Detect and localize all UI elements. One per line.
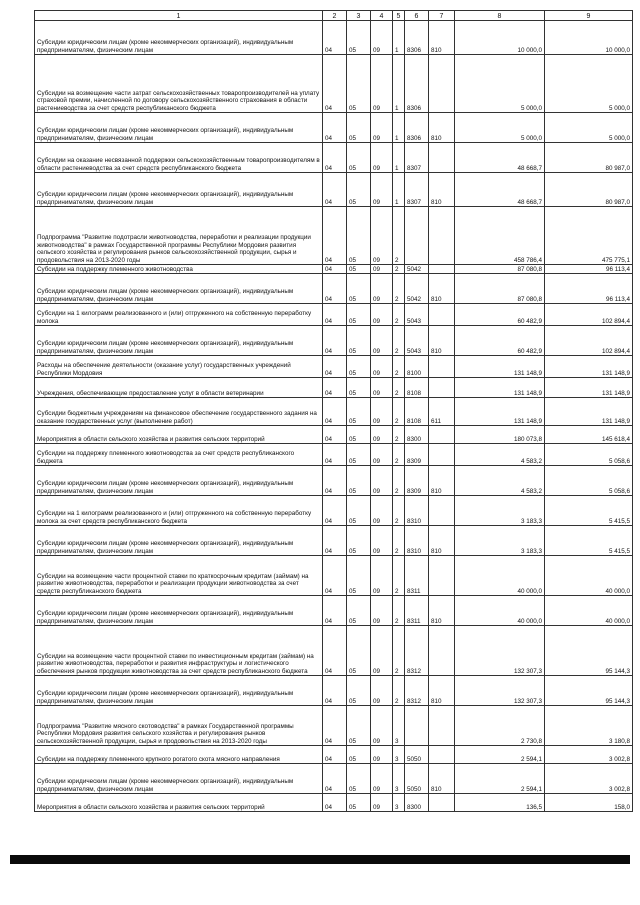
- row-code-cell: 131 148,9: [455, 398, 545, 426]
- row-code-cell: 04: [323, 326, 347, 356]
- table-row: [35, 21, 633, 55]
- row-code-cell: 40 000,0: [545, 596, 633, 626]
- row-code-cell: 80 987,0: [545, 173, 633, 207]
- row-code-cell: 2: [393, 265, 405, 274]
- row-code-cell: 04: [323, 676, 347, 706]
- table-row: [35, 764, 633, 794]
- row-code-cell: [429, 626, 455, 676]
- row-code-cell: 8311: [405, 556, 429, 596]
- row-code-cell: 05: [347, 596, 371, 626]
- row-code-cell: 40 000,0: [545, 556, 633, 596]
- row-name-cell: Субсидии бюджетным учреждениям на финансовое обеспечение государственного задания на оказание государственных услуг (выполнение работ): [35, 398, 323, 426]
- row-code-cell: 2: [393, 398, 405, 426]
- row-code-cell: [429, 426, 455, 444]
- table-row: [35, 113, 633, 143]
- row-code-cell: 09: [371, 356, 393, 378]
- row-code-cell: 8300: [405, 426, 429, 444]
- row-code-cell: 5050: [405, 764, 429, 794]
- row-code-cell: 4 583,2: [455, 466, 545, 496]
- row-code-cell: 05: [347, 444, 371, 466]
- row-name-cell: Субсидии на возмещение части затрат сельскохозяйственных товаропроизводителей на уплату страховой премии, начисленной по договору сельскохозяйственного страхования в области растениеводства за счет средств республиканского бюджета: [35, 55, 323, 113]
- row-code-cell: 3: [393, 746, 405, 764]
- row-code-cell: 04: [323, 21, 347, 55]
- row-name-cell: Субсидии юридическим лицам (кроме некоммерческих организаций), индивидуальным предпринимателям, физическим лицам: [35, 466, 323, 496]
- row-code-cell: 04: [323, 304, 347, 326]
- row-code-cell: 5 415,5: [545, 496, 633, 526]
- row-name-cell: Учреждения, обеспечивающие предоставление услуг в области ветеринарии: [35, 378, 323, 398]
- row-code-cell: 2: [393, 326, 405, 356]
- row-code-cell: [429, 746, 455, 764]
- header-cell: 9: [545, 11, 633, 21]
- table-row: [35, 304, 633, 326]
- table-row: [35, 556, 633, 596]
- row-code-cell: 09: [371, 304, 393, 326]
- row-code-cell: 810: [429, 596, 455, 626]
- row-code-cell: 5 000,0: [545, 113, 633, 143]
- row-code-cell: 2 730,8: [455, 706, 545, 746]
- row-code-cell: 2: [393, 596, 405, 626]
- row-code-cell: 05: [347, 173, 371, 207]
- row-code-cell: 09: [371, 173, 393, 207]
- row-code-cell: [429, 55, 455, 113]
- row-code-cell: 09: [371, 143, 393, 173]
- row-code-cell: 3 183,3: [455, 526, 545, 556]
- row-code-cell: 5 415,5: [545, 526, 633, 556]
- row-code-cell: 131 148,9: [545, 398, 633, 426]
- row-code-cell: 136,5: [455, 794, 545, 812]
- row-name-cell: Субсидии на поддержку племенного животноводства: [35, 265, 323, 274]
- row-code-cell: 04: [323, 55, 347, 113]
- row-code-cell: 5 000,0: [545, 55, 633, 113]
- row-code-cell: 04: [323, 265, 347, 274]
- row-code-cell: 04: [323, 746, 347, 764]
- row-code-cell: 04: [323, 378, 347, 398]
- table-row: [35, 265, 633, 274]
- row-code-cell: 05: [347, 304, 371, 326]
- row-name-cell: Субсидии на 1 килограмм реализованного и (или) отгруженного на собственную переработку молока за счет средств республиканского бюджета: [35, 496, 323, 526]
- table-row: [35, 444, 633, 466]
- row-code-cell: 8311: [405, 596, 429, 626]
- header-cell: 8: [455, 11, 545, 21]
- row-code-cell: 04: [323, 596, 347, 626]
- row-name-cell: Субсидии юридическим лицам (кроме некоммерческих организаций), индивидуальным предпринимателям, физическим лицам: [35, 764, 323, 794]
- row-code-cell: 05: [347, 676, 371, 706]
- row-code-cell: 810: [429, 21, 455, 55]
- row-code-cell: 05: [347, 746, 371, 764]
- row-code-cell: 04: [323, 207, 347, 265]
- row-code-cell: 8108: [405, 398, 429, 426]
- row-code-cell: 8306: [405, 55, 429, 113]
- row-code-cell: 3: [393, 764, 405, 794]
- header-cell: 4: [371, 11, 393, 21]
- row-name-cell: Субсидии юридическим лицам (кроме некоммерческих организаций), индивидуальным предпринимателям, физическим лицам: [35, 21, 323, 55]
- row-code-cell: 04: [323, 794, 347, 812]
- row-name-cell: Субсидии юридическим лицам (кроме некоммерческих организаций), индивидуальным предпринимателям, физическим лицам: [35, 526, 323, 556]
- table-row: [35, 378, 633, 398]
- row-code-cell: 05: [347, 21, 371, 55]
- row-code-cell: [405, 706, 429, 746]
- row-name-cell: Подпрограмма "Развитие подотрасли животноводства, переработки и реализации продукции животноводства" в рамках Государственной программы Республики Мордовия развития сельского хозяйства и регулирования рынков сельскохозяйственной продукции, сырья и продовольствия на 2013-2020 годы: [35, 207, 323, 265]
- row-code-cell: 09: [371, 398, 393, 426]
- row-code-cell: 09: [371, 496, 393, 526]
- row-code-cell: 09: [371, 113, 393, 143]
- table-row: [35, 626, 633, 676]
- row-code-cell: 09: [371, 764, 393, 794]
- row-code-cell: 5 058,6: [545, 444, 633, 466]
- row-code-cell: 3 002,8: [545, 746, 633, 764]
- row-code-cell: 2: [393, 466, 405, 496]
- row-code-cell: 05: [347, 274, 371, 304]
- table-row: [35, 466, 633, 496]
- row-code-cell: 05: [347, 326, 371, 356]
- row-code-cell: 2: [393, 304, 405, 326]
- row-code-cell: 04: [323, 444, 347, 466]
- row-code-cell: 05: [347, 526, 371, 556]
- table-row: [35, 596, 633, 626]
- row-code-cell: 05: [347, 356, 371, 378]
- table-row: [35, 496, 633, 526]
- row-code-cell: 10 000,0: [455, 21, 545, 55]
- row-code-cell: [429, 444, 455, 466]
- row-code-cell: 810: [429, 526, 455, 556]
- row-code-cell: 5 058,6: [545, 466, 633, 496]
- row-code-cell: 96 113,4: [545, 274, 633, 304]
- row-code-cell: 8312: [405, 626, 429, 676]
- row-code-cell: 05: [347, 764, 371, 794]
- row-code-cell: 131 148,9: [545, 356, 633, 378]
- row-code-cell: 04: [323, 426, 347, 444]
- header-cell: 6: [405, 11, 429, 21]
- row-code-cell: 8300: [405, 794, 429, 812]
- row-code-cell: 04: [323, 526, 347, 556]
- row-code-cell: 8307: [405, 173, 429, 207]
- row-name-cell: Субсидии юридическим лицам (кроме некоммерческих организаций), индивидуальным предпринимателям, физическим лицам: [35, 326, 323, 356]
- row-code-cell: 611: [429, 398, 455, 426]
- row-code-cell: 145 618,4: [545, 426, 633, 444]
- row-code-cell: 3 180,8: [545, 706, 633, 746]
- row-code-cell: 1: [393, 143, 405, 173]
- row-code-cell: 05: [347, 626, 371, 676]
- row-code-cell: 2: [393, 207, 405, 265]
- row-code-cell: 2: [393, 496, 405, 526]
- row-code-cell: 05: [347, 426, 371, 444]
- row-code-cell: 10 000,0: [545, 21, 633, 55]
- table-row: [35, 526, 633, 556]
- row-code-cell: 1: [393, 21, 405, 55]
- row-code-cell: 04: [323, 764, 347, 794]
- row-code-cell: 05: [347, 706, 371, 746]
- row-code-cell: [429, 143, 455, 173]
- row-code-cell: 3: [393, 794, 405, 812]
- row-code-cell: 05: [347, 794, 371, 812]
- scan-bottom-edge: [10, 855, 630, 864]
- row-code-cell: 810: [429, 326, 455, 356]
- row-code-cell: 2 594,1: [455, 746, 545, 764]
- scan-top-edge: [0, 0, 640, 10]
- row-name-cell: Субсидии на 1 килограмм реализованного и (или) отгруженного на собственную переработку молока: [35, 304, 323, 326]
- table-row: [35, 746, 633, 764]
- row-name-cell: Подпрограмма "Развитие мясного скотоводства" в рамках Государственной программы Республики Мордовия развития сельского хозяйства и регулирования рынков сельскохозяйственной продукции, сырья и продовольствия на 2013-2020 годы: [35, 706, 323, 746]
- row-code-cell: 2: [393, 556, 405, 596]
- header-cell: 2: [323, 11, 347, 21]
- row-code-cell: 1: [393, 55, 405, 113]
- row-code-cell: 5043: [405, 326, 429, 356]
- row-code-cell: 5 000,0: [455, 113, 545, 143]
- row-code-cell: 102 894,4: [545, 304, 633, 326]
- row-code-cell: 05: [347, 398, 371, 426]
- row-code-cell: 40 000,0: [455, 556, 545, 596]
- row-code-cell: 158,0: [545, 794, 633, 812]
- row-code-cell: 09: [371, 207, 393, 265]
- row-code-cell: 2: [393, 526, 405, 556]
- row-code-cell: 4 583,2: [455, 444, 545, 466]
- table-row: [35, 143, 633, 173]
- table-row: [35, 676, 633, 706]
- table-row: [35, 274, 633, 304]
- row-code-cell: 87 080,8: [455, 265, 545, 274]
- row-code-cell: 810: [429, 764, 455, 794]
- row-code-cell: 40 000,0: [455, 596, 545, 626]
- row-code-cell: 05: [347, 466, 371, 496]
- row-code-cell: 09: [371, 526, 393, 556]
- row-name-cell: Расходы на обеспечение деятельности (оказание услуг) государственных учреждений Республики Мордовия: [35, 356, 323, 378]
- row-code-cell: 04: [323, 113, 347, 143]
- row-code-cell: 05: [347, 265, 371, 274]
- row-code-cell: 09: [371, 676, 393, 706]
- row-code-cell: 810: [429, 676, 455, 706]
- row-code-cell: 1: [393, 173, 405, 207]
- row-code-cell: 2: [393, 378, 405, 398]
- row-name-cell: Субсидии на оказание несвязанной поддержки сельскохозяйственным товаропроизводителям в области растениеводства за счет средств республиканского бюджета: [35, 143, 323, 173]
- row-code-cell: 04: [323, 356, 347, 378]
- row-code-cell: 8306: [405, 113, 429, 143]
- row-name-cell: Субсидии на поддержку племенного животноводства за счет средств республиканского бюджета: [35, 444, 323, 466]
- row-code-cell: 810: [429, 173, 455, 207]
- row-code-cell: 04: [323, 466, 347, 496]
- row-code-cell: 09: [371, 746, 393, 764]
- row-name-cell: Субсидии юридическим лицам (кроме некоммерческих организаций), индивидуальным предпринимателям, физическим лицам: [35, 676, 323, 706]
- table-row: [35, 173, 633, 207]
- row-code-cell: 131 148,9: [455, 378, 545, 398]
- row-code-cell: 04: [323, 706, 347, 746]
- row-code-cell: 04: [323, 274, 347, 304]
- row-code-cell: 1: [393, 113, 405, 143]
- row-name-cell: Субсидии на возмещение части процентной ставки по инвестиционным кредитам (займам) на развитие животноводства, переработки и развития инфраструктуры и логистического обеспечения рынков продукции животноводства за счет средств республиканского бюджета: [35, 626, 323, 676]
- row-code-cell: 05: [347, 207, 371, 265]
- row-code-cell: 09: [371, 706, 393, 746]
- row-code-cell: 458 786,4: [455, 207, 545, 265]
- row-code-cell: 8309: [405, 466, 429, 496]
- row-code-cell: 04: [323, 556, 347, 596]
- row-name-cell: Субсидии юридическим лицам (кроме некоммерческих организаций), индивидуальным предпринимателям, физическим лицам: [35, 596, 323, 626]
- row-code-cell: 04: [323, 496, 347, 526]
- row-code-cell: 05: [347, 113, 371, 143]
- row-code-cell: 5042: [405, 274, 429, 304]
- row-code-cell: 09: [371, 794, 393, 812]
- row-code-cell: 80 987,0: [545, 143, 633, 173]
- row-code-cell: 48 668,7: [455, 143, 545, 173]
- row-code-cell: [429, 356, 455, 378]
- row-code-cell: 102 894,4: [545, 326, 633, 356]
- row-code-cell: 09: [371, 626, 393, 676]
- row-code-cell: 475 775,1: [545, 207, 633, 265]
- row-code-cell: 5050: [405, 746, 429, 764]
- row-code-cell: [429, 794, 455, 812]
- row-code-cell: 2: [393, 274, 405, 304]
- row-code-cell: 04: [323, 143, 347, 173]
- header-cell: 1: [35, 11, 323, 21]
- table-row: [35, 207, 633, 265]
- row-code-cell: 09: [371, 426, 393, 444]
- row-code-cell: 3 183,3: [455, 496, 545, 526]
- row-code-cell: [429, 265, 455, 274]
- row-code-cell: 09: [371, 378, 393, 398]
- row-code-cell: 96 113,4: [545, 265, 633, 274]
- row-code-cell: 5043: [405, 304, 429, 326]
- table-row: [35, 398, 633, 426]
- row-code-cell: 05: [347, 556, 371, 596]
- row-code-cell: 810: [429, 274, 455, 304]
- row-code-cell: 05: [347, 143, 371, 173]
- row-code-cell: 2 594,1: [455, 764, 545, 794]
- row-code-cell: 09: [371, 265, 393, 274]
- row-code-cell: 8310: [405, 526, 429, 556]
- row-code-cell: 5 000,0: [455, 55, 545, 113]
- row-code-cell: 04: [323, 173, 347, 207]
- row-name-cell: Субсидии на возмещение части процентной ставки по краткосрочным кредитам (займам) на развитие животноводства, переработки и реализации продукции животноводства за счет средств республиканского бюджета: [35, 556, 323, 596]
- row-name-cell: Мероприятия в области сельского хозяйства и развития сельских территорий: [35, 794, 323, 812]
- row-code-cell: 8108: [405, 378, 429, 398]
- row-code-cell: 09: [371, 274, 393, 304]
- row-name-cell: Субсидии юридическим лицам (кроме некоммерческих организаций), индивидуальным предпринимателям, физическим лицам: [35, 274, 323, 304]
- row-code-cell: 8312: [405, 676, 429, 706]
- row-code-cell: 8309: [405, 444, 429, 466]
- row-code-cell: 09: [371, 21, 393, 55]
- row-code-cell: 2: [393, 676, 405, 706]
- row-code-cell: 132 307,3: [455, 626, 545, 676]
- row-code-cell: 5042: [405, 265, 429, 274]
- row-code-cell: 2: [393, 356, 405, 378]
- row-code-cell: 87 080,8: [455, 274, 545, 304]
- budget-table: [34, 10, 633, 812]
- row-code-cell: 09: [371, 556, 393, 596]
- row-code-cell: 95 144,3: [545, 676, 633, 706]
- row-code-cell: [429, 706, 455, 746]
- row-code-cell: 60 482,9: [455, 326, 545, 356]
- row-code-cell: [429, 496, 455, 526]
- row-code-cell: 8100: [405, 356, 429, 378]
- row-code-cell: 05: [347, 55, 371, 113]
- row-code-cell: 3: [393, 706, 405, 746]
- row-code-cell: 09: [371, 326, 393, 356]
- row-code-cell: 60 482,9: [455, 304, 545, 326]
- header-row: [35, 11, 633, 21]
- row-code-cell: 04: [323, 626, 347, 676]
- table-row: [35, 426, 633, 444]
- row-code-cell: 180 073,8: [455, 426, 545, 444]
- row-code-cell: 8310: [405, 496, 429, 526]
- row-code-cell: 09: [371, 444, 393, 466]
- row-code-cell: [429, 378, 455, 398]
- header-cell: 5: [393, 11, 405, 21]
- table-row: [35, 706, 633, 746]
- row-code-cell: 810: [429, 466, 455, 496]
- table-row: [35, 356, 633, 378]
- row-code-cell: 09: [371, 596, 393, 626]
- row-code-cell: 3 002,8: [545, 764, 633, 794]
- row-code-cell: [429, 556, 455, 596]
- row-code-cell: 2: [393, 626, 405, 676]
- row-code-cell: 95 144,3: [545, 626, 633, 676]
- table-row: [35, 326, 633, 356]
- row-code-cell: 8306: [405, 21, 429, 55]
- row-code-cell: 8307: [405, 143, 429, 173]
- row-code-cell: 09: [371, 55, 393, 113]
- row-code-cell: 04: [323, 398, 347, 426]
- row-name-cell: Субсидии юридическим лицам (кроме некоммерческих организаций), индивидуальным предпринимателям, физическим лицам: [35, 113, 323, 143]
- row-name-cell: Мероприятия в области сельского хозяйства и развития сельских территорий: [35, 426, 323, 444]
- row-code-cell: 131 148,9: [455, 356, 545, 378]
- row-code-cell: 2: [393, 444, 405, 466]
- table-row: [35, 55, 633, 113]
- row-code-cell: [429, 207, 455, 265]
- row-code-cell: [429, 304, 455, 326]
- row-code-cell: 810: [429, 113, 455, 143]
- row-code-cell: 05: [347, 496, 371, 526]
- row-code-cell: 132 307,3: [455, 676, 545, 706]
- row-code-cell: 2: [393, 426, 405, 444]
- header-cell: 7: [429, 11, 455, 21]
- row-code-cell: 05: [347, 378, 371, 398]
- row-name-cell: Субсидии на поддержку племенного крупного рогатого скота мясного направления: [35, 746, 323, 764]
- row-code-cell: 48 668,7: [455, 173, 545, 207]
- header-cell: 3: [347, 11, 371, 21]
- table-row: [35, 794, 633, 812]
- row-code-cell: 131 148,9: [545, 378, 633, 398]
- row-code-cell: [405, 207, 429, 265]
- row-name-cell: Субсидии юридическим лицам (кроме некоммерческих организаций), индивидуальным предпринимателям, физическим лицам: [35, 173, 323, 207]
- row-code-cell: 09: [371, 466, 393, 496]
